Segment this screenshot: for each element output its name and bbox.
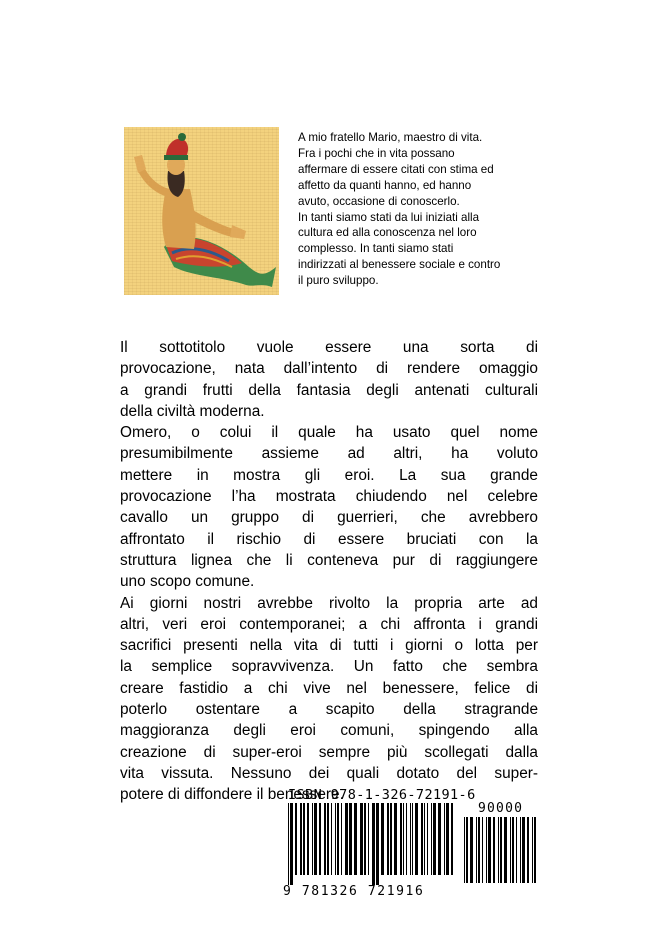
body-line: presumibilmente assieme ad altri, ha voluto <box>120 445 538 463</box>
barcode-bar <box>464 817 465 883</box>
dedication-line: A mio fratello Mario, maestro di vita. <box>298 131 483 144</box>
barcode-bar <box>527 817 529 883</box>
barcode-bar <box>431 803 432 875</box>
dedication-line: cultura ed alla conoscenza nel loro <box>298 226 477 240</box>
barcode-bar <box>406 803 407 875</box>
barcode-bar <box>288 803 289 885</box>
barcode-bar <box>410 803 411 875</box>
dedication-line: avuto, occasione di conoscerlo. <box>298 194 460 208</box>
barcode-bar <box>372 803 375 885</box>
dedication-line: complesso. In tanti siamo stati <box>298 242 454 256</box>
barcode-bar <box>415 803 418 875</box>
body-line: sacrifici presenti nella vita di tutti i giorni o lotta per <box>120 637 538 655</box>
dedication-line: In tanti siamo stati da lui iniziati alla <box>298 210 480 224</box>
barcode-bar <box>331 803 332 875</box>
barcode-digits: 9 781326 721916 <box>283 884 425 899</box>
barcode-bar <box>504 817 507 883</box>
dedication-line: affetto da quanti hanno, ed hanno <box>298 178 472 192</box>
barcode-bar <box>381 803 384 875</box>
body-line: mettere in mostra gli eroi. La sua grande <box>120 466 538 484</box>
barcode-bar <box>512 817 514 883</box>
barcode-bar <box>387 803 389 875</box>
barcode-bar <box>319 803 321 875</box>
barcode-bar <box>493 817 495 883</box>
barcode-bar <box>341 803 342 875</box>
body-line: Il sottotitolo vuole essere una sorta di <box>120 339 538 356</box>
barcode-bar <box>412 803 413 875</box>
body-line: a grandi frutti della fantasia degli antenati culturali <box>120 381 538 399</box>
dedication-line: indirizzati al benessere sociale e contro <box>298 258 501 272</box>
barcode-bar <box>354 803 357 875</box>
barcode-bar <box>360 803 363 875</box>
merman-figure <box>124 127 279 295</box>
barcode-bar <box>312 803 313 875</box>
barcode-bar <box>403 803 404 875</box>
body-line: altri, veri eroi contemporanei; a chi affronta i grandi <box>120 615 538 633</box>
barcode-bar <box>438 803 441 875</box>
barcode-bar <box>314 803 317 875</box>
barcode-bar <box>424 803 425 875</box>
barcode-bar <box>345 803 348 875</box>
barcode-bar <box>522 817 525 883</box>
barcode-bar <box>364 803 366 875</box>
body-line: Ai giorni nostri avrebbe rivolto la propria arte ad <box>120 594 538 612</box>
body-line: della civiltà moderna. <box>120 402 265 420</box>
price-addon-barcode <box>462 817 538 893</box>
isbn-label: ISBN 978-1-326-72191-6 <box>288 787 476 803</box>
barcode-bar <box>516 817 517 883</box>
barcode-bar <box>488 817 491 883</box>
barcode-bar <box>335 803 336 875</box>
barcode-bar <box>327 803 329 875</box>
barcode-bar <box>451 803 453 875</box>
barcode-bar <box>486 817 487 883</box>
barcode-bar <box>476 817 477 883</box>
body-line: uno scopo comune. <box>120 573 255 591</box>
barcode-bar <box>498 817 499 883</box>
body-line: Omero, o colui il quale ha usato quel nome <box>120 424 538 442</box>
dedication-line: il puro sviluppo. <box>298 274 379 288</box>
barcode-bar <box>444 803 445 875</box>
body-line: la semplice sopravvivenza. Un fatto che sembra <box>120 658 538 676</box>
body-line: affrontato il rischio di essere bruciati con la <box>120 530 538 548</box>
body-line: cavallo un gruppo di guerrieri, che avrebbero <box>120 509 538 527</box>
barcode-bar <box>482 817 483 883</box>
barcode-bar <box>303 803 305 875</box>
barcode-bar <box>470 817 473 883</box>
barcode-bar <box>300 803 302 875</box>
body-line: poterlo ostentare a scapito della stragrande <box>120 701 538 719</box>
dedication-line: affermare di essere citati con stima ed <box>298 162 494 176</box>
barcode-bar <box>324 803 326 875</box>
body-line: provocazione, nata dall’intento di rendere omaggio <box>120 360 538 378</box>
barcode-bar <box>394 803 397 875</box>
barcode-bar <box>307 803 309 875</box>
body-line: creazione di super-eroi sempre più scollegati dalla <box>120 743 538 761</box>
barcode-bar <box>349 803 352 875</box>
barcode-bar <box>532 817 533 883</box>
barcode-bar <box>534 817 536 883</box>
barcode-bar <box>520 817 521 883</box>
addon-digits: 90000 <box>478 801 524 816</box>
body-line: struttura lignea che li conteneva pur di raggiungere <box>120 551 538 569</box>
mermaid-illustration <box>124 127 279 295</box>
barcode-bar <box>390 803 392 875</box>
barcode-bar <box>510 817 511 883</box>
barcode-bar <box>466 817 468 883</box>
barcode-bar <box>446 803 449 875</box>
barcode-bar <box>427 803 428 875</box>
barcode-bar <box>500 817 502 883</box>
barcode-bar <box>376 803 379 885</box>
body-line: vita vissuta. Nessuno dei quali dotato del super- <box>120 764 538 782</box>
barcode-bar <box>400 803 402 875</box>
dedication-text <box>298 130 528 289</box>
back-cover-text <box>120 337 538 806</box>
isbn-barcode <box>286 803 456 885</box>
body-line: maggioranza degli eroi comuni, spingendo alla <box>120 722 538 740</box>
barcode-bar <box>421 803 423 875</box>
barcode-bar <box>337 803 339 875</box>
barcode-bar <box>368 803 369 875</box>
barcode-bar <box>478 817 480 883</box>
barcode-bar <box>290 803 293 885</box>
body-line: creare fastidio a chi vive nel benessere, felice di <box>120 679 538 697</box>
body-line: provocazione l’ha mostrata chiudendo nel celebre <box>120 488 538 506</box>
dedication-line: Fra i pochi che in vita possano <box>298 146 455 160</box>
barcode-bar <box>433 803 436 875</box>
barcode-bar <box>295 803 297 875</box>
body-line: potere di diffondere il benessere. <box>120 786 344 804</box>
